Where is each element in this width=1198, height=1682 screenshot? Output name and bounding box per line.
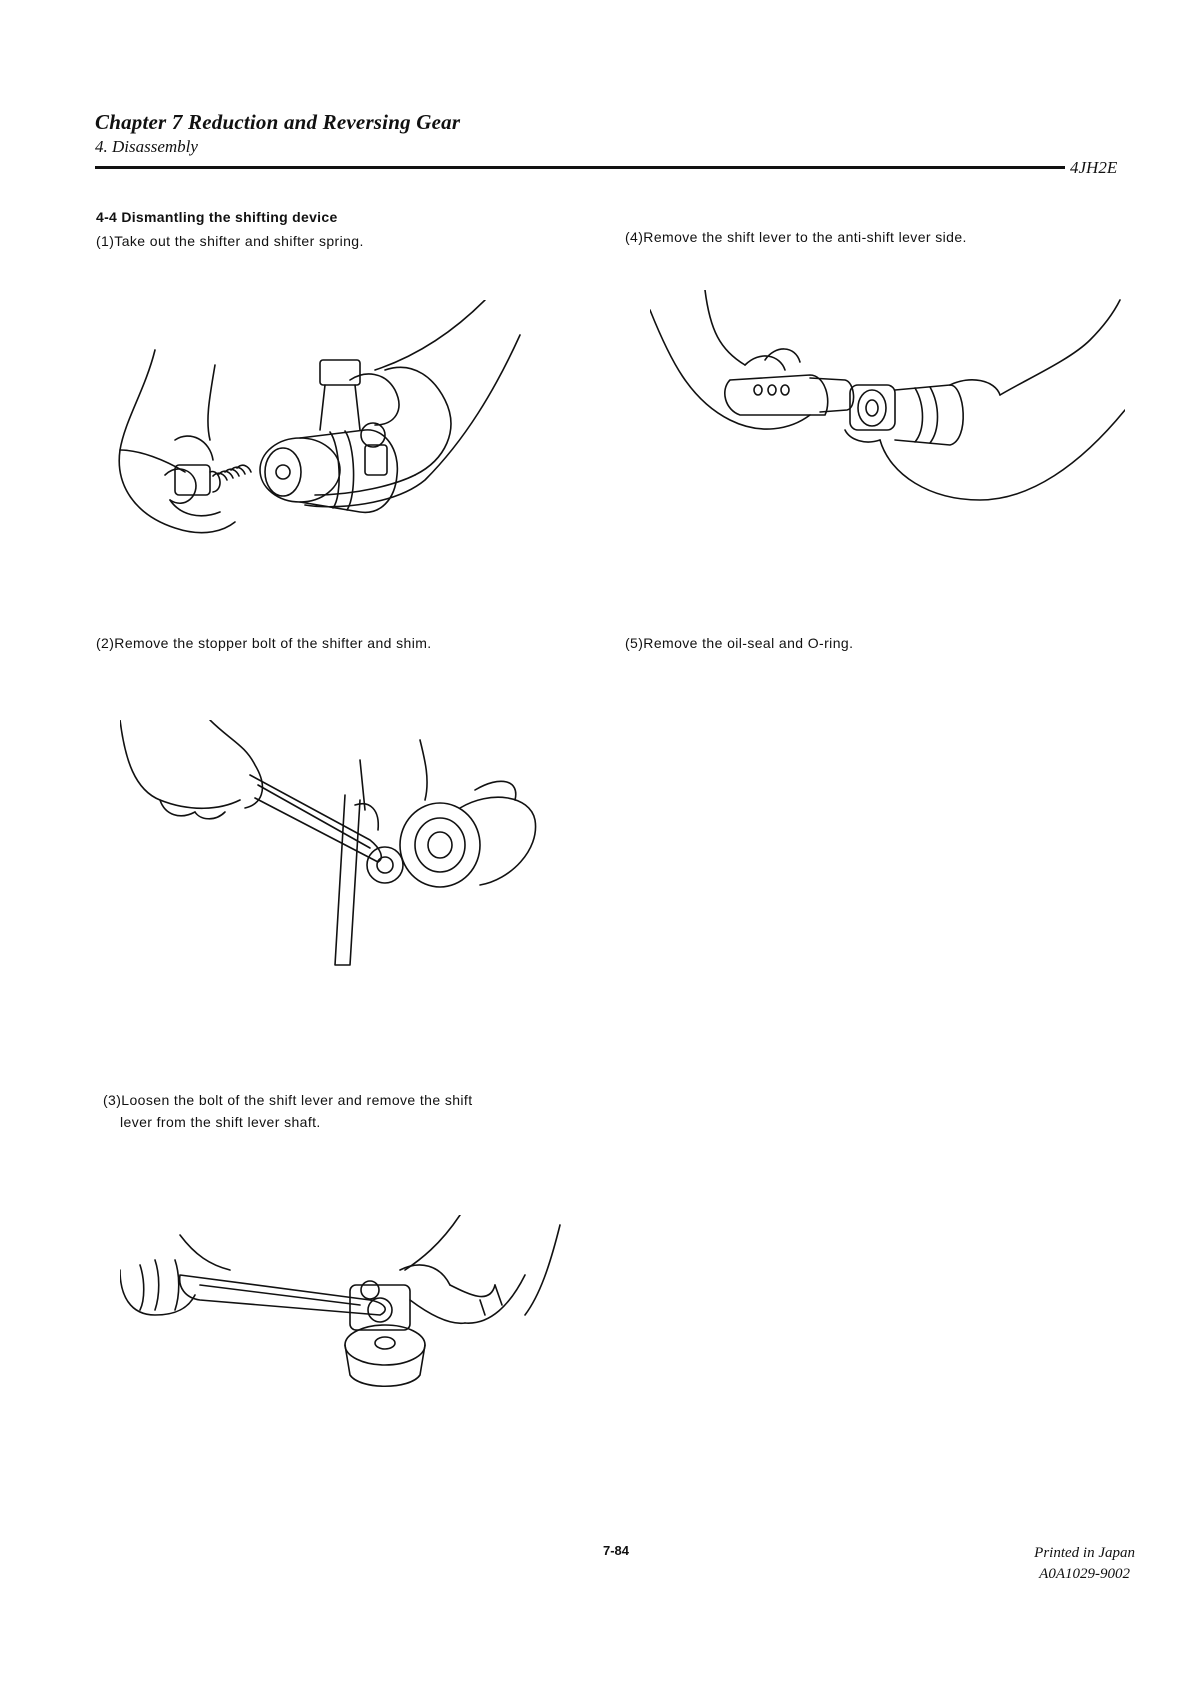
printed-in-japan: Printed in Japan [1034,1545,1135,1561]
page-number: 7-84 [603,1543,630,1558]
subsection-title: 4-4 Dismantling the shifting device [96,209,338,225]
step-3-line-2: lever from the shift lever shaft. [120,1114,321,1130]
illustration-shifter-spring [115,300,580,570]
illustration-stopper-bolt [120,720,580,980]
step-4-text: (4)Remove the shift lever to the anti-shift lever side. [625,229,967,245]
header-rule [95,166,1065,169]
illustration-shift-lever-removal [650,290,1125,540]
step-2-text: (2)Remove the stopper bolt of the shifter and shim. [96,635,432,651]
illustration-shift-lever-bolt [120,1215,600,1425]
step-1-text: (1)Take out the shifter and shifter spring. [96,233,364,249]
step-3-text [103,1089,603,1133]
document-number: A0A1029-9002 [1039,1566,1130,1582]
step-3-line-1: (3)Loosen the bolt of the shift lever and remove the shift [103,1092,473,1108]
section-title: 4. Disassembly [95,137,198,156]
step-5-text: (5)Remove the oil-seal and O-ring. [625,635,854,651]
model-code: 4JH2E [1070,158,1118,177]
chapter-title: Chapter 7 Reduction and Reversing Gear [95,110,461,134]
